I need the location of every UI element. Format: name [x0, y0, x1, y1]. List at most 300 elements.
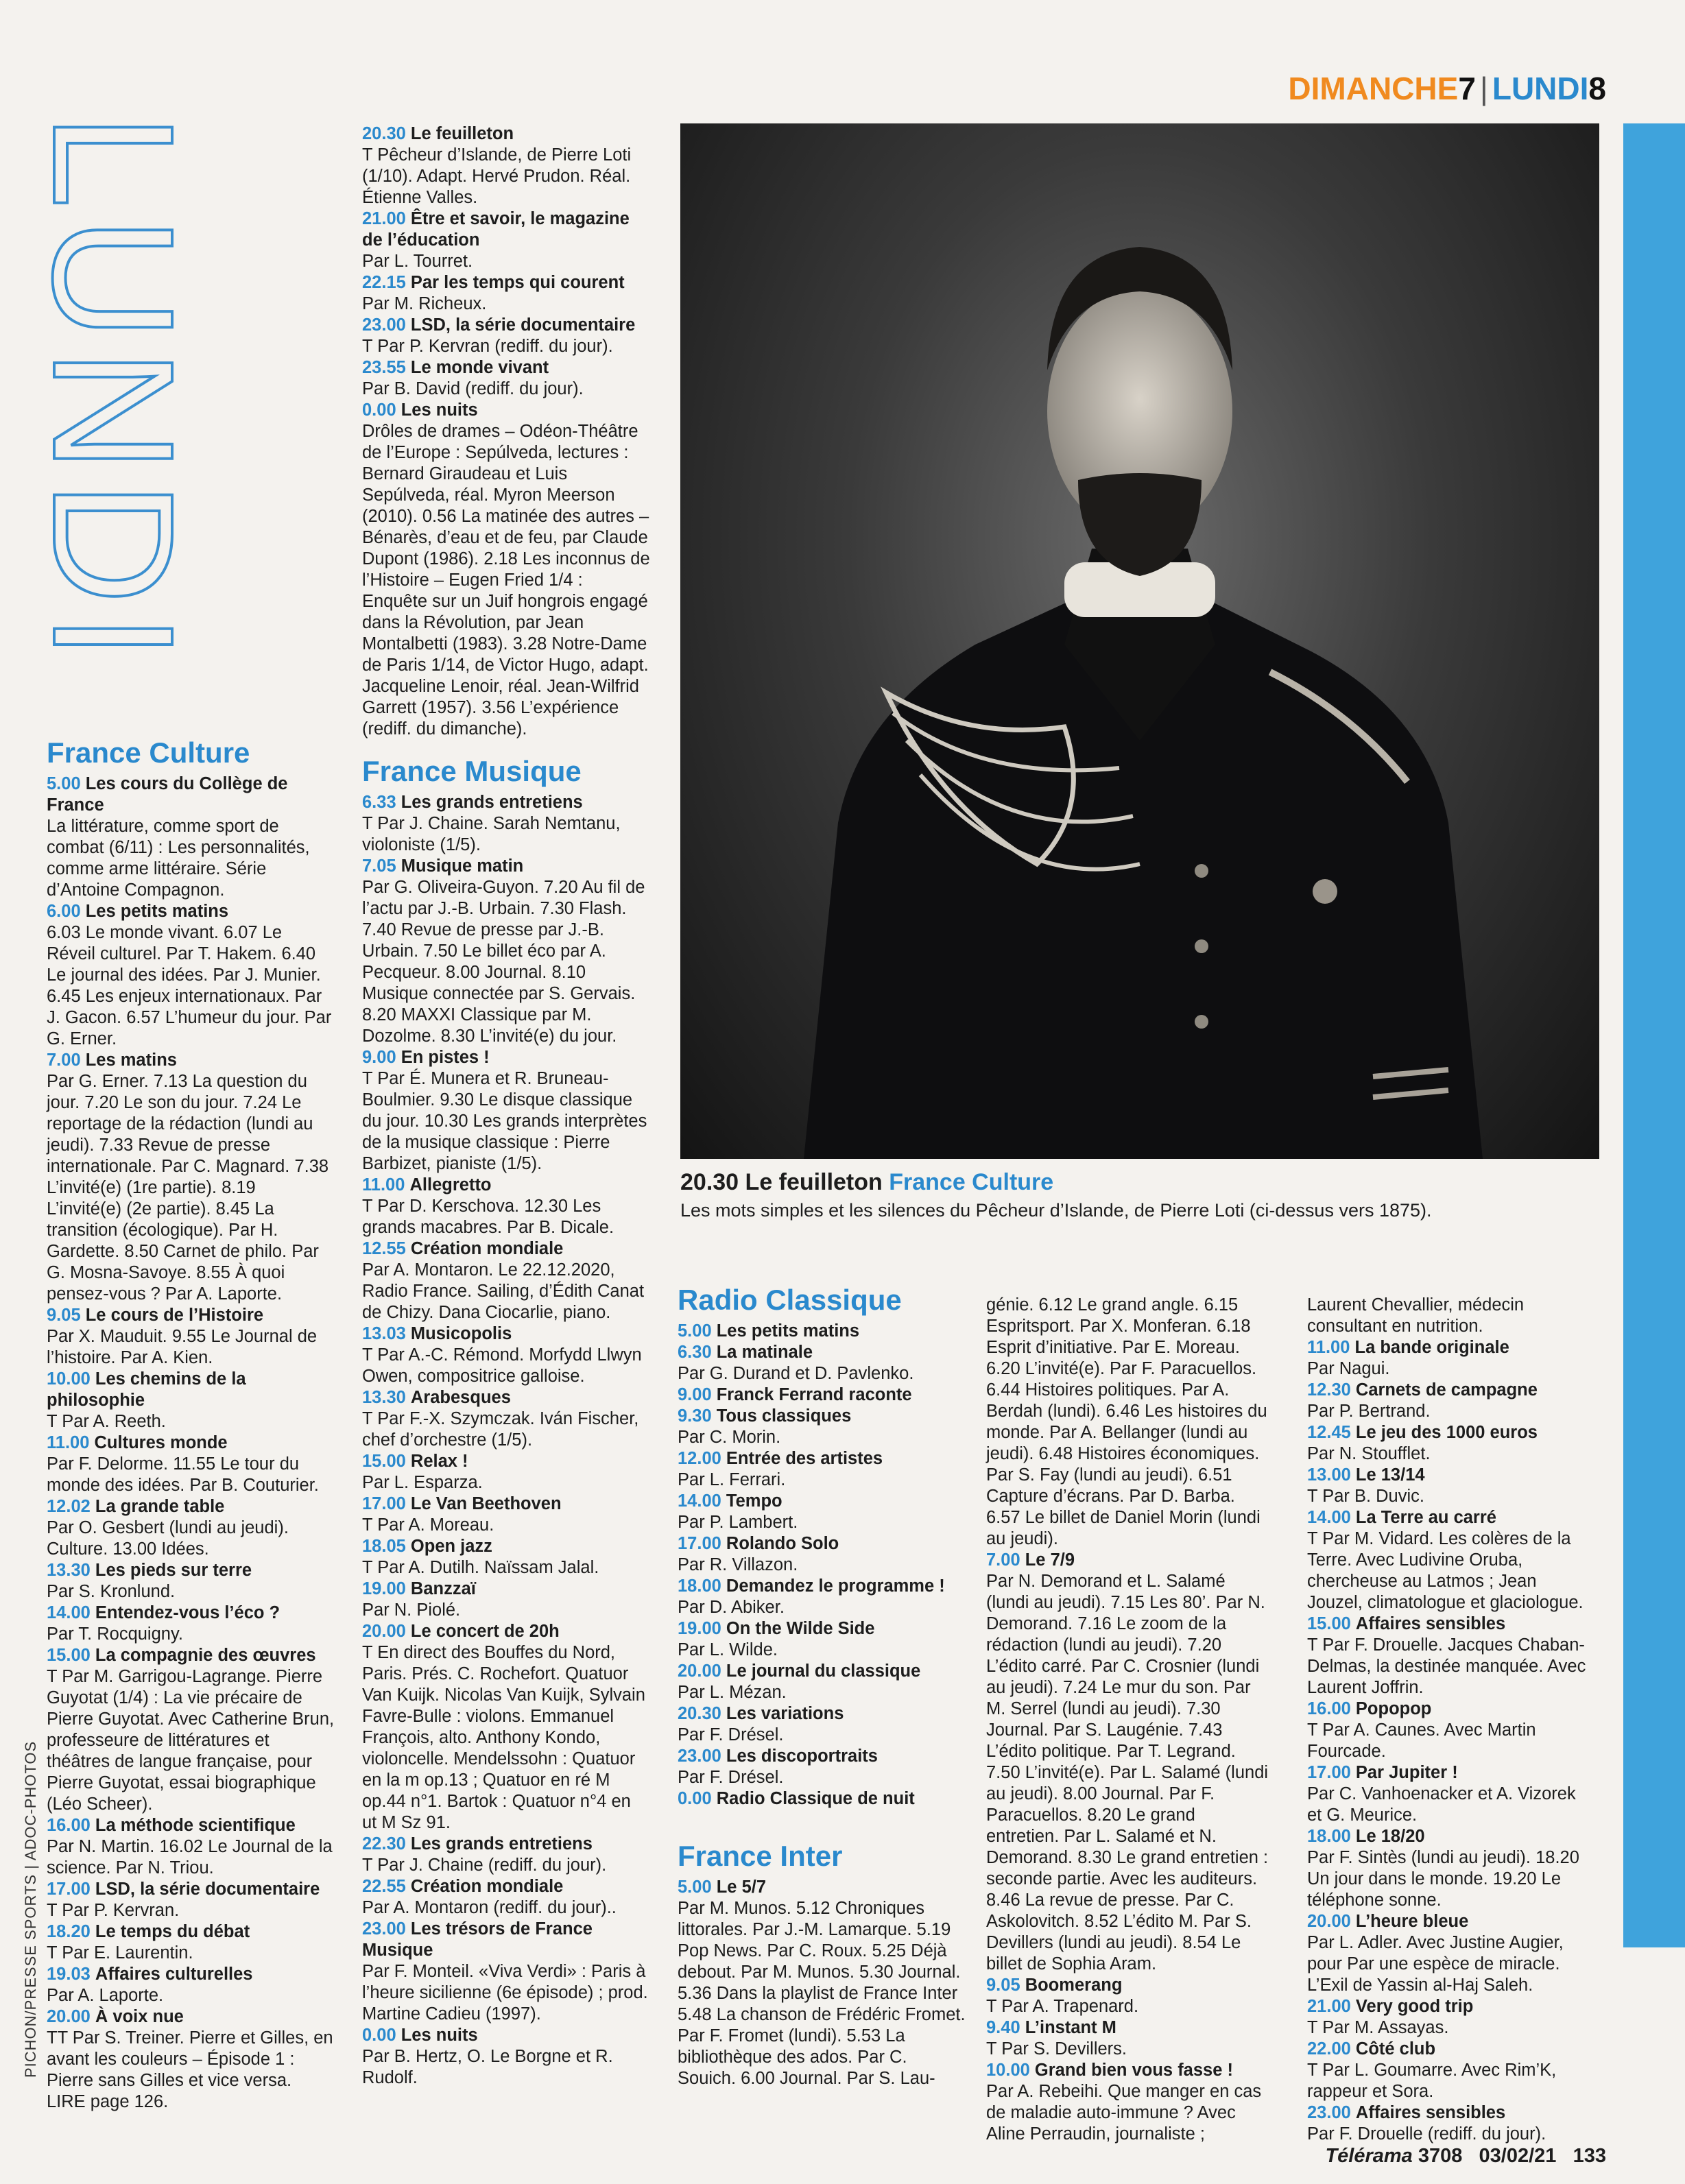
- program-title: Le 5/7: [716, 1877, 767, 1897]
- program-time: 18.00: [1307, 1827, 1351, 1846]
- program-time: 13.00: [1307, 1465, 1351, 1485]
- program-desc: Par F. Drouelle (rediff. du jour).: [1307, 2124, 1546, 2144]
- program-entry: [678, 1448, 966, 1491]
- program-desc: Par P. Lambert.: [678, 1513, 798, 1532]
- program-desc: T Par P. Kervran.: [47, 1901, 180, 1920]
- footer-date: 03/02/21: [1479, 2145, 1557, 2167]
- program-desc: Par B. Hertz, O. Le Borgne et R. Rudolf.: [362, 2047, 613, 2087]
- program-entry: [362, 1579, 650, 1621]
- program-time: 20.00: [362, 1622, 406, 1641]
- program-title: Les petits matins: [716, 1321, 860, 1341]
- program-entry: [1307, 2102, 1595, 2145]
- program-entry: [1307, 1826, 1595, 1911]
- program-entry: [986, 2060, 1273, 2145]
- program-time: 16.00: [1307, 1699, 1351, 1718]
- program-desc: Par A. Laporte.: [47, 1986, 164, 2005]
- program-title: La matinale: [716, 1343, 813, 1362]
- program-title: Relax !: [410, 1452, 468, 1471]
- program-time: 7.05: [362, 856, 396, 876]
- program-entry: [47, 1050, 335, 1305]
- program-entry: [986, 1295, 1273, 1550]
- program-title: Banzzaï: [410, 1579, 476, 1598]
- program-entry: [1307, 1699, 1595, 1762]
- program-time: 10.00: [986, 2061, 1030, 2080]
- program-list: [362, 792, 650, 2089]
- program-title: Le Van Beethoven: [410, 1494, 562, 1513]
- program-title: La bande originale: [1354, 1338, 1509, 1357]
- program-title: Le temps du débat: [95, 1922, 250, 1941]
- program-title: La grande table: [95, 1497, 225, 1516]
- program-entry: [1307, 1337, 1595, 1380]
- program-title: Les nuits: [401, 2026, 478, 2045]
- program-entry: [678, 1703, 966, 1746]
- program-desc: Par S. Kronlund.: [47, 1582, 176, 1601]
- program-desc: T Par M. Assayas.: [1307, 2018, 1449, 2037]
- program-desc: T Par A. Reeth.: [47, 1412, 166, 1431]
- program-entry: [1307, 1380, 1595, 1422]
- program-desc: La littérature, comme sport de combat (6/11) : Les personnalités, comme arme littéraire. Série d’Antoine Compagnon.: [47, 817, 310, 900]
- program-title: Allegretto: [409, 1175, 492, 1195]
- program-title: Affaires culturelles: [95, 1965, 253, 1984]
- program-time: 16.00: [47, 1816, 91, 1835]
- program-entry: [986, 2017, 1273, 2060]
- program-entry: [47, 901, 335, 1050]
- program-title: L’instant M: [1025, 2018, 1116, 2037]
- program-list: [362, 123, 650, 740]
- program-desc: Par O. Gesbert (lundi au jeudi). Culture. 13.00 Idées.: [47, 1518, 289, 1559]
- program-desc: Par M. Richeux.: [362, 294, 487, 313]
- program-title: Le 18/20: [1355, 1827, 1425, 1846]
- program-time: 13.30: [47, 1561, 91, 1580]
- program-entry: [362, 400, 650, 740]
- header-num1: 7: [1458, 71, 1476, 106]
- program-time: 15.00: [362, 1452, 406, 1471]
- program-desc: Par G. Durand et D. Pavlenko.: [678, 1364, 914, 1383]
- program-time: 6.30: [678, 1343, 712, 1362]
- page-footer: [1325, 2145, 1606, 2168]
- program-entry: [362, 1834, 650, 1876]
- program-time: 14.00: [47, 1603, 91, 1622]
- program-time: 7.00: [47, 1051, 81, 1070]
- program-title: Cultures monde: [94, 1433, 228, 1452]
- program-desc: génie. 6.12 Le grand angle. 6.15 Espritsport. Par X. Monferan. 6.18 Esprit d’initiative. Par E. Moreau. 6.20 L’invité(e). Par F. Paracuellos. 6.44 Histoires politiques. Par A. Berdah (lundi). 6.46 Les histoires du monde. Par A. Bellanger (lundi au jeudi). 6.48 Histoires économiques. Par S. Fay (lundi au jeudi). 6.51 Capture d’écrans. Par D. Barba. 6.57 Le billet de Daniel Morin (lundi au jeudi).: [986, 1295, 1267, 1548]
- header-day1: DIMANCHE: [1288, 71, 1459, 106]
- program-title: Boomerang: [1025, 1976, 1123, 1995]
- program-desc: Par L. Ferrari.: [678, 1470, 786, 1489]
- program-entry: [47, 1964, 335, 2006]
- program-title: Les petits matins: [85, 902, 229, 921]
- program-time: 0.00: [678, 1789, 712, 1808]
- program-time: 5.00: [678, 1877, 712, 1897]
- program-title: Entrée des artistes: [726, 1449, 883, 1468]
- program-title: Les pieds sur terre: [95, 1561, 252, 1580]
- program-title: Les chemins de la philosophie: [47, 1369, 246, 1410]
- program-entry: [678, 1406, 966, 1448]
- program-time: 13.30: [362, 1388, 406, 1407]
- program-entry: [678, 1576, 966, 1618]
- program-entry: [362, 792, 650, 856]
- program-title: LSD, la série documentaire: [410, 315, 636, 335]
- program-time: 21.00: [1307, 1997, 1351, 2016]
- program-time: 9.40: [986, 2018, 1020, 2037]
- program-desc: Par B. David (rediff. du jour).: [362, 379, 584, 398]
- program-entry: [362, 2025, 650, 2089]
- program-title: Affaires sensibles: [1355, 2103, 1506, 2122]
- program-entry: [362, 357, 650, 400]
- program-list: [1307, 1295, 1595, 2145]
- program-time: 9.00: [678, 1385, 712, 1404]
- program-desc: Par C. Morin.: [678, 1428, 781, 1447]
- program-title: On the Wilde Side: [726, 1619, 875, 1638]
- program-time: 23.00: [362, 1919, 406, 1939]
- program-time: 18.05: [362, 1537, 406, 1556]
- caption-text: Les mots simples et les silences du Pêcheur d’Islande, de Pierre Loti (ci-dessus vers 1875).: [680, 1200, 1432, 1221]
- caption-time: 20.30: [680, 1169, 739, 1195]
- program-title: Entendez-vous l’éco ?: [95, 1603, 280, 1622]
- program-desc: Par L. Adler. Avec Justine Augier, pour Par une espèce de miracle. L’Exil de Yassin al-Haj Saleh.: [1307, 1933, 1564, 1995]
- program-time: 5.00: [47, 774, 81, 793]
- program-title: LSD, la série documentaire: [95, 1880, 320, 1899]
- program-time: 19.00: [362, 1579, 406, 1598]
- program-time: 15.00: [47, 1646, 91, 1665]
- program-entry: [47, 1369, 335, 1432]
- program-entry: [678, 1342, 966, 1384]
- header-day2: LUNDI: [1492, 71, 1589, 106]
- program-title: Le feuilleton: [410, 124, 514, 143]
- program-title: Les nuits: [401, 400, 478, 420]
- program-title: Franck Ferrand raconte: [716, 1385, 912, 1404]
- program-title: Arabesques: [410, 1388, 511, 1407]
- program-title: Le 7/9: [1025, 1550, 1075, 1570]
- program-desc: T Par J. Chaine (rediff. du jour).: [362, 1856, 607, 1875]
- program-entry: [1307, 1613, 1595, 1699]
- program-desc: Par A. Montaron. Le 22.12.2020, Radio France. Sailing, d’Édith Canat de Chizy. Dana Ciocarlie, piano.: [362, 1260, 645, 1322]
- program-desc: T Par É. Munera et R. Bruneau-Boulmier. 9.30 Le disque classique du jour. 10.30 Les grands interprètes de la musique classique : Pierre Barbizet, pianiste (1/5).: [362, 1069, 647, 1173]
- program-title: Le cours de l’Histoire: [85, 1306, 264, 1325]
- program-time: 9.05: [986, 1976, 1020, 1995]
- program-time: 6.00: [47, 902, 81, 921]
- program-entry: [678, 1491, 966, 1533]
- program-title: Rolando Solo: [726, 1534, 839, 1553]
- program-entry: [47, 2006, 335, 2113]
- program-entry: [362, 1451, 650, 1493]
- program-entry: [362, 208, 650, 272]
- program-desc: T Par A. Caunes. Avec Martin Fourcade.: [1307, 1720, 1536, 1761]
- program-time: 15.00: [1307, 1614, 1351, 1633]
- program-time: 12.00: [678, 1449, 721, 1468]
- program-desc: Par G. Erner. 7.13 La question du jour. 7.20 Le son du jour. 7.24 Le reportage de la rédaction (lundi au jeudi). 7.33 Revue de presse internationale. Par C. Magnard. 7.38 L’invité(e) (1re partie). 8.19 L’invité(e) (2e partie). 8.45 La transition (écologique). Par H. Gardette. 8.50 Carnet de philo. Par G. Mosna-Savoye. 8.55 À quoi pensez-vous ? Par A. Laporte.: [47, 1072, 329, 1304]
- program-entry: [678, 1661, 966, 1703]
- program-entry: [986, 1550, 1273, 1975]
- program-time: 9.30: [678, 1406, 712, 1426]
- column-radio-classique: [678, 1282, 966, 2089]
- program-entry: [362, 856, 650, 1047]
- program-entry: [47, 1645, 335, 1815]
- program-time: 9.00: [362, 1048, 396, 1067]
- program-entry: [678, 1618, 966, 1661]
- program-list: [986, 1295, 1273, 2145]
- program-time: 12.55: [362, 1239, 406, 1258]
- program-desc: Par R. Villazon.: [678, 1555, 798, 1574]
- program-title: Les matins: [85, 1051, 177, 1070]
- program-desc: 6.03 Le monde vivant. 6.07 Le Réveil culturel. Par T. Hakem. 6.40 Le journal des idées. Par J. Munier. 6.45 Les enjeux internationaux. Par J. Gacon. 6.57 L’humeur du jour. Par G. Erner.: [47, 923, 332, 1048]
- program-desc: T Par M. Garrigou-Lagrange. Pierre Guyotat (1/4) : La vie précaire de Pierre Guyotat. Avec Catherine Brun, professeure de littératures et théâtres de langue française, pour Pierre Guyotat, essai biographique (Léo Scheer).: [47, 1667, 335, 1814]
- program-time: 14.00: [678, 1491, 721, 1511]
- program-time: 0.00: [362, 2026, 396, 2045]
- program-desc: Par M. Munos. 5.12 Chroniques littorales. Par J.-M. Lamarque. 5.19 Pop News. Par C. Roux. 5.25 Déjà debout. Par M. Munos. 5.30 Journal. 5.36 Dans la playlist de France Inter 5.48 La chanson de Frédéric Fromet. Par F. Fromet (lundi). 5.53 La bibliothèque des ados. Par C. Souich. 6.00 Journal. Par S. Lau-: [678, 1899, 966, 2088]
- program-time: 5.00: [678, 1321, 712, 1341]
- program-time: 22.15: [362, 273, 406, 292]
- program-time: 18.20: [47, 1922, 91, 1941]
- program-time: 10.00: [47, 1369, 91, 1389]
- program-title: Le concert de 20h: [410, 1622, 560, 1641]
- program-desc: Par F. Sintès (lundi au jeudi). 18.20 Un jour dans le monde. 19.20 Le téléphone sonne.: [1307, 1848, 1579, 1910]
- program-desc: Par L. Wilde.: [678, 1640, 778, 1659]
- program-title: Les grands entretiens: [410, 1834, 593, 1853]
- program-time: 23.00: [1307, 2103, 1351, 2122]
- program-entry: [47, 1921, 335, 1964]
- program-time: 11.00: [47, 1433, 90, 1452]
- program-desc: Par L. Tourret.: [362, 252, 473, 271]
- program-time: 17.00: [1307, 1763, 1351, 1782]
- program-time: 17.00: [362, 1494, 406, 1513]
- program-desc: T Par A. Dutilh. Naïssam Jalal.: [362, 1558, 599, 1577]
- program-desc: Par A. Rebeihi. Que manger en cas de maladie auto-immune ? Avec Aline Perraudin, journaliste ;: [986, 2082, 1262, 2144]
- program-title: Popopop: [1355, 1699, 1432, 1718]
- pierre-loti-photo: [680, 123, 1599, 1159]
- program-title: Carnets de campagne: [1355, 1380, 1538, 1400]
- program-title: Musicopolis: [410, 1324, 512, 1343]
- program-time: 9.05: [47, 1306, 81, 1325]
- program-time: 22.55: [362, 1877, 406, 1896]
- day-sideword-text: LUNDI: [18, 113, 209, 669]
- program-desc: T Par E. Laurentin.: [47, 1943, 193, 1963]
- program-title: Les grands entretiens: [401, 793, 583, 812]
- program-list: [47, 773, 335, 2113]
- program-desc: Par N. Piolé.: [362, 1600, 461, 1620]
- program-desc: Par F. Drésel.: [678, 1768, 784, 1787]
- column-france-culture: [47, 735, 335, 2113]
- program-entry: [1307, 2039, 1595, 2102]
- program-entry: [678, 1877, 966, 2089]
- program-list: [678, 1877, 966, 2089]
- program-entry: [47, 1305, 335, 1369]
- program-desc: Laurent Chevallier, médecin consultant en nutrition.: [1307, 1295, 1525, 1336]
- program-time: 12.45: [1307, 1423, 1351, 1442]
- program-time: 6.33: [362, 793, 396, 812]
- program-title: Par Jupiter !: [1355, 1763, 1458, 1782]
- program-title: Very good trip: [1355, 1997, 1474, 2016]
- program-desc: Par D. Abiker.: [678, 1598, 785, 1617]
- program-desc: TT Par S. Treiner. Pierre et Gilles, en avant les couleurs – Épisode 1 : Pierre sans Gilles et vice versa. LIRE page 126.: [47, 2028, 333, 2111]
- header-sep: |: [1479, 71, 1488, 106]
- program-entry: [1307, 1762, 1595, 1826]
- program-entry: [362, 1493, 650, 1536]
- program-title: Affaires sensibles: [1355, 1614, 1506, 1633]
- program-title: Les trésors de France Musique: [362, 1919, 593, 1960]
- program-entry: [47, 1879, 335, 1921]
- program-time: 23.00: [678, 1747, 721, 1766]
- program-title: Création mondiale: [410, 1239, 564, 1258]
- program-entry: [1307, 1295, 1595, 1337]
- program-entry: [678, 1746, 966, 1788]
- program-entry: [362, 1175, 650, 1238]
- program-time: 12.30: [1307, 1380, 1351, 1400]
- program-time: 19.00: [678, 1619, 721, 1638]
- program-title: Côté club: [1355, 2039, 1436, 2059]
- program-desc: Par G. Oliveira-Guyon. 7.20 Au fil de l’actu par J.-B. Urbain. 7.30 Flash. 7.40 Revue de presse par J.-B. Urbain. 7.50 Le billet éco par A. Pecqueur. 8.00 Journal. 8.10 Musique connectée par S. Gervais. 8.20 MAXXI Classique par M. Dozolme. 8.30 L’invité(e) du jour.: [362, 878, 645, 1046]
- photo-caption: [680, 1169, 1599, 1221]
- station-title: France Culture: [47, 736, 250, 769]
- station-title: France Musique: [362, 755, 582, 787]
- side-color-bar: [1623, 123, 1685, 1947]
- program-time: 18.00: [678, 1576, 721, 1596]
- program-title: Le 13/14: [1355, 1465, 1425, 1485]
- program-title: Tous classiques: [716, 1406, 852, 1426]
- program-time: 7.00: [986, 1550, 1020, 1570]
- photo-credit-text: PICHON/PRESSE SPORTS | ADOC-PHOTOS: [22, 1740, 39, 2078]
- program-title: Les variations: [726, 1704, 844, 1723]
- program-time: 23.55: [362, 358, 406, 377]
- program-title: Être et savoir, le magazine de l’éducation: [362, 209, 630, 250]
- program-title: Création mondiale: [410, 1877, 564, 1896]
- program-desc: Par P. Bertrand.: [1307, 1402, 1431, 1421]
- caption-title: Le feuilleton: [745, 1169, 883, 1195]
- program-desc: Par N. Stoufflet.: [1307, 1444, 1431, 1463]
- program-entry: [47, 1496, 335, 1560]
- program-desc: T Par M. Vidard. Les colères de la Terre. Avec Ludivine Oruba, chercheuse au Latmos ; Jean Jouzel, climatologue et glaciologue.: [1307, 1529, 1584, 1612]
- program-time: 19.03: [47, 1965, 91, 1984]
- program-desc: Par T. Rocquigny.: [47, 1624, 183, 1644]
- program-title: Demandez le programme !: [726, 1576, 945, 1596]
- program-entry: [678, 1788, 966, 1810]
- program-desc: T Par F.-X. Szymczak. Iván Fischer, chef d’orchestre (1/5).: [362, 1409, 639, 1450]
- program-time: 17.00: [47, 1880, 91, 1899]
- column-france-musique: [362, 123, 650, 2089]
- program-title: Le journal du classique: [726, 1661, 921, 1681]
- program-title: Musique matin: [401, 856, 524, 876]
- program-desc: Par X. Mauduit. 9.55 Le Journal de l’histoire. Par A. Kien.: [47, 1327, 318, 1367]
- program-desc: T Par A. Moreau.: [362, 1515, 494, 1535]
- program-entry: [1307, 1507, 1595, 1613]
- program-time: 17.00: [678, 1534, 721, 1553]
- program-entry: [362, 1047, 650, 1175]
- program-time: 20.30: [362, 124, 406, 143]
- program-desc: T Par L. Goumarre. Avec Rim’K, rappeur et Sora.: [1307, 2061, 1557, 2101]
- program-time: 20.00: [1307, 1912, 1351, 1931]
- portrait-illustration: [680, 123, 1599, 1159]
- program-desc: Par F. Delorme. 11.55 Le tour du monde des idées. Par B. Couturier.: [47, 1454, 319, 1495]
- program-title: Le jeu des 1000 euros: [1355, 1423, 1538, 1442]
- program-entry: [678, 1321, 966, 1342]
- program-title: Les discoportraits: [726, 1747, 878, 1766]
- program-desc: Par F. Drésel.: [678, 1725, 784, 1744]
- program-desc: T En direct des Bouffes du Nord, Paris. Prés. C. Rochefort. Quatuor Van Kuijk. Nicolas Van Kuijk, Sylvain Favre-Bulle : violons. Emmanuel François, alto. Anthony Kondo, violoncelle. Mendelssohn : Quatuor en la m op.13 ; Quatuor en ré M op.44 n°1. Bartok : Quatuor n°4 en ut M Sz 91.: [362, 1643, 645, 1832]
- program-entry: [47, 1432, 335, 1496]
- program-entry: [47, 1560, 335, 1603]
- column-france-inter-b: [1307, 1295, 1595, 2145]
- program-desc: Par L. Mézan.: [678, 1683, 787, 1702]
- program-desc: Par A. Montaron (rediff. du jour)..: [362, 1898, 617, 1917]
- program-time: 11.00: [1307, 1338, 1350, 1357]
- program-desc: T Par F. Drouelle. Jacques Chaban-Delmas, la destinée manquée. Avec Laurent Joffrin.: [1307, 1635, 1586, 1697]
- program-desc: T Par D. Kerschova. 12.30 Les grands macabres. Par B. Dicale.: [362, 1197, 614, 1237]
- program-title: Grand bien vous fasse !: [1034, 2061, 1233, 2080]
- station-title: France Inter: [678, 1840, 843, 1872]
- program-entry: [362, 1536, 650, 1579]
- program-desc: Par N. Demorand et L. Salamé (lundi au jeudi). 7.15 Les 80’. Par N. Demorand. 7.16 Le zoom de la rédaction (lundi au jeudi). 7.20 L’édito carré. Par C. Crosnier (lundi au jeudi). 7.24 Le mur du son. Par M. Serrel (lundi au jeudi). 7.30 Journal. Par S. Laugénie. 7.43 L’édito politique. Par T. Legrand. 7.50 L’invité(e). Par L. Salamé (lundi au jeudi). 8.00 Journal. Par F. Paracuellos. 8.20 Le grand entretien. Par L. Salamé et N. Demorand. 8.30 Le grand entretien : seconde partie. Avec les auditeurs. 8.46 La revue de presse. Par C. Askolovitch. 8.52 L’édito M. Par S. Devillers (lundi au jeudi). 8.54 Le billet de Sophia Aram.: [986, 1572, 1269, 1973]
- program-entry: [1307, 1465, 1595, 1507]
- program-time: 11.00: [362, 1175, 405, 1195]
- program-entry: [362, 1919, 650, 2025]
- program-time: 0.00: [362, 400, 396, 420]
- program-time: 20.30: [678, 1704, 721, 1723]
- program-entry: [986, 1975, 1273, 2017]
- program-entry: [1307, 1422, 1595, 1465]
- program-desc: T Par A.-C. Rémond. Morfydd Llwyn Owen, compositrice galloise.: [362, 1345, 642, 1386]
- program-entry: [362, 1238, 650, 1323]
- program-entry: [362, 315, 650, 357]
- column-france-inter-a: [986, 1295, 1273, 2145]
- program-title: La méthode scientifique: [95, 1816, 296, 1835]
- program-time: 22.00: [1307, 2039, 1351, 2059]
- program-time: 20.00: [47, 2007, 91, 2026]
- program-entry: [678, 1533, 966, 1576]
- program-desc: T Par S. Devillers.: [986, 2039, 1127, 2059]
- program-desc: T Par A. Trapenard.: [986, 1997, 1139, 2016]
- caption-station: France Culture: [889, 1169, 1054, 1195]
- program-entry: [362, 1876, 650, 1919]
- program-desc: Par L. Esparza.: [362, 1473, 483, 1492]
- program-desc: Drôles de drames – Odéon-Théâtre de l’Europe : Sepúlveda, lectures : Bernard Giraudeau et Luis Sepúlveda, réal. Myron Meerson (2010). 0.56 La matinée des autres – Bénarès, d’eau et de feu, par Claude Dupont (1986). 2.18 Les inconnus de l’Histoire – Eugen Fried 1/4 : Enquête sur un Juif hongrois engagé dans la Révolution, par Jean Montalbetti (1983). 3.28 Notre-Dame de Paris 1/14, de Victor Hugo, adapt. Jacqueline Lenoir, réal. Jean-Wilfrid Garrett (1957). 3.56 L’expérience (rediff. du dimanche).: [362, 422, 650, 739]
- program-entry: [47, 1603, 335, 1645]
- program-title: À voix nue: [95, 2007, 184, 2026]
- program-entry: [362, 1387, 650, 1451]
- program-title: La compagnie des œuvres: [95, 1646, 316, 1665]
- program-desc: Par Nagui.: [1307, 1359, 1390, 1378]
- day-sideword: [18, 113, 213, 669]
- program-desc: T Par P. Kervran (rediff. du jour).: [362, 337, 613, 356]
- program-entry: [47, 1815, 335, 1879]
- program-title: Radio Classique de nuit: [716, 1789, 915, 1808]
- program-desc: T Par J. Chaine. Sarah Nemtanu, violoniste (1/5).: [362, 814, 621, 854]
- station-title: Radio Classique: [678, 1284, 902, 1316]
- program-title: Tempo: [726, 1491, 782, 1511]
- program-entry: [362, 123, 650, 208]
- program-desc: Par F. Monteil. «Viva Verdi» : Paris à l’heure sicilienne (6e épisode) ; prod. Martine Cadieu (1997).: [362, 1962, 648, 2024]
- program-time: 21.00: [362, 209, 406, 228]
- program-title: Les cours du Collège de France: [47, 774, 288, 815]
- program-title: En pistes !: [401, 1048, 490, 1067]
- program-time: 22.30: [362, 1834, 406, 1853]
- program-time: 14.00: [1307, 1508, 1351, 1527]
- program-desc: T Par B. Duvic.: [1307, 1487, 1424, 1506]
- program-title: L’heure bleue: [1355, 1912, 1469, 1931]
- program-title: Le monde vivant: [410, 358, 549, 377]
- program-entry: [362, 272, 650, 315]
- footer-magazine: Télérama: [1325, 2145, 1413, 2167]
- program-entry: [47, 773, 335, 901]
- program-title: Par les temps qui courent: [410, 273, 625, 292]
- program-title: La Terre au carré: [1355, 1508, 1496, 1527]
- program-desc: T Pêcheur d’Islande, de Pierre Loti (1/10). Adapt. Hervé Prudon. Réal. Étienne Valles.: [362, 145, 632, 207]
- program-entry: [362, 1621, 650, 1834]
- header-num2: 8: [1588, 71, 1606, 106]
- footer-page: 133: [1573, 2145, 1606, 2167]
- program-list: [678, 1321, 966, 1810]
- program-desc: Par N. Martin. 16.02 Le Journal de la science. Par N. Triou.: [47, 1837, 333, 1877]
- footer-issue: 3708: [1418, 2145, 1463, 2167]
